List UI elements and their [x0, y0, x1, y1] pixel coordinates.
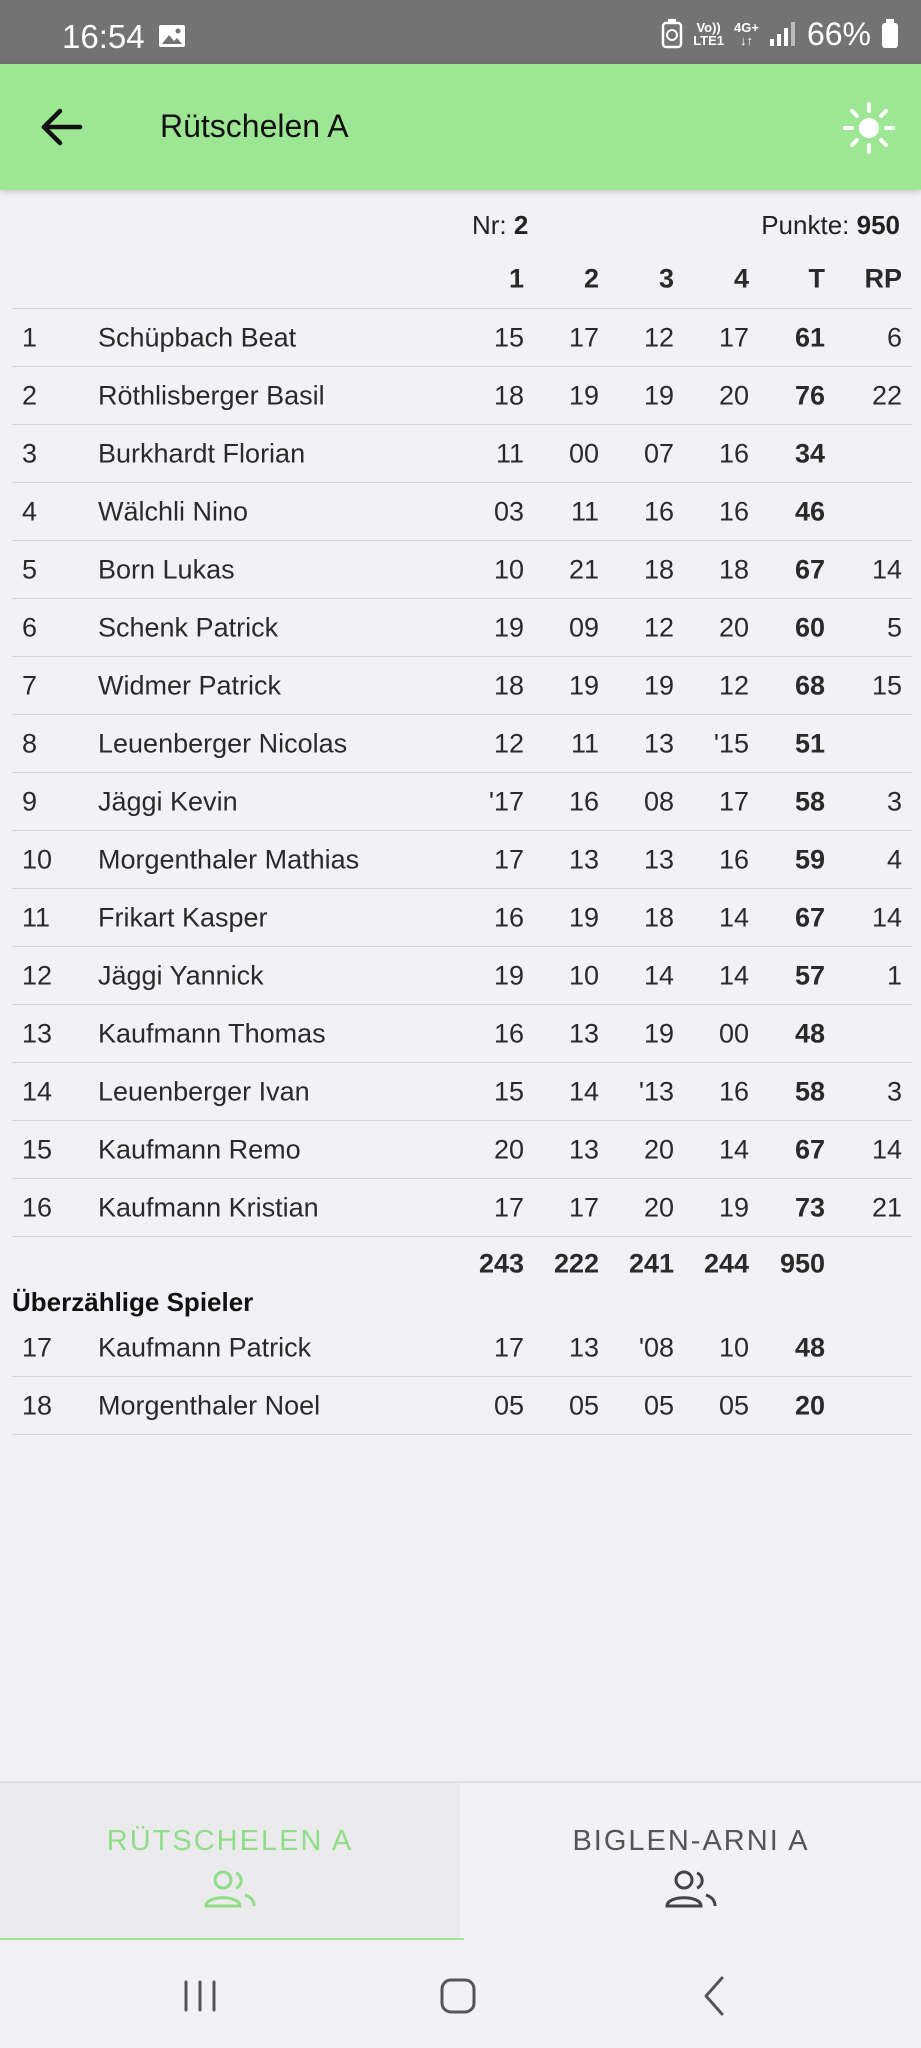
- round-3-score: 18: [643, 902, 674, 932]
- system-nav-bar: [0, 1940, 921, 2048]
- round-1-score: '17: [488, 786, 524, 816]
- total-score: 76: [794, 380, 825, 410]
- player-rank: 9: [22, 786, 38, 816]
- round-4-score: 18: [718, 554, 749, 584]
- total-score: 57: [794, 960, 825, 990]
- team-points-label: Punkte:: [761, 210, 857, 240]
- round-1-score: 17: [493, 1332, 524, 1362]
- round-3-score: 19: [643, 670, 674, 700]
- player-name: Kaufmann Patrick: [98, 1332, 312, 1362]
- round-3-score: 19: [643, 1018, 674, 1048]
- table-row: [12, 715, 912, 773]
- round-1-score: 18: [493, 670, 524, 700]
- round-2-score: 13: [568, 1332, 599, 1362]
- player-name: Morgenthaler Noel: [98, 1390, 321, 1420]
- recents-icon[interactable]: [178, 1974, 222, 2018]
- table-row: [12, 1063, 912, 1121]
- home-icon[interactable]: [436, 1974, 480, 2018]
- player-rank: 14: [22, 1076, 53, 1106]
- player-name: Widmer Patrick: [98, 670, 282, 700]
- round-1-score: 15: [493, 1076, 524, 1106]
- table-row: [12, 657, 912, 715]
- table-row: [12, 483, 912, 541]
- round-4-score: 14: [718, 960, 749, 990]
- round-1-score: 10: [493, 554, 524, 584]
- round-2-score: 00: [568, 438, 599, 468]
- player-name: Morgenthaler Mathias: [98, 844, 360, 874]
- total-score: 67: [794, 1134, 825, 1164]
- table-row: [12, 425, 912, 483]
- round-3-score: 07: [643, 438, 674, 468]
- total-score: 48: [794, 1018, 825, 1048]
- round-3-score: 16: [643, 496, 674, 526]
- round-1-score: 20: [493, 1134, 524, 1164]
- round-2-score: 16: [568, 786, 599, 816]
- table-header: [12, 250, 912, 309]
- player-name: Schüpbach Beat: [98, 322, 297, 352]
- app-bar: [0, 64, 921, 190]
- table-row: [12, 541, 912, 599]
- column-header: RP: [864, 263, 902, 294]
- table-row: [12, 309, 912, 367]
- rp-score: 14: [871, 1134, 902, 1164]
- player-name: Jäggi Kevin: [98, 786, 238, 816]
- total-cell: 950: [779, 1248, 825, 1279]
- round-4-score: 16: [718, 1076, 749, 1106]
- round-4-score: 14: [718, 902, 749, 932]
- team-number-label: Nr:: [472, 210, 514, 240]
- round-1-score: 16: [493, 1018, 524, 1048]
- back-icon[interactable]: [694, 1974, 738, 2018]
- volte-label: Vo)): [696, 20, 721, 35]
- team-points-value: 950: [856, 210, 900, 240]
- round-4-score: 20: [718, 612, 749, 642]
- total-score: 59: [794, 844, 825, 874]
- tab-label: RÜTSCHELEN A: [106, 1825, 354, 1857]
- player-name: Leuenberger Nicolas: [98, 728, 348, 758]
- table-row: [12, 1179, 912, 1237]
- round-4-score: 14: [718, 1134, 749, 1164]
- rp-score: 3: [886, 786, 902, 816]
- round-3-score: 08: [643, 786, 674, 816]
- column-header: 3: [658, 263, 674, 294]
- total-cell: 241: [628, 1248, 674, 1279]
- round-4-score: 05: [718, 1390, 749, 1420]
- round-1-score: 15: [493, 322, 524, 352]
- round-2-score: 05: [568, 1390, 599, 1420]
- player-rank: 3: [22, 438, 38, 468]
- player-name: Schenk Patrick: [98, 612, 279, 642]
- table-row: [12, 599, 912, 657]
- player-rank: 2: [22, 380, 38, 410]
- extra-players-title: Überzählige Spieler: [12, 1287, 254, 1317]
- round-3-score: 13: [643, 728, 674, 758]
- round-3-score: 18: [643, 554, 674, 584]
- people-icon: [664, 1869, 718, 1909]
- round-1-score: 03: [493, 496, 524, 526]
- player-rank: 13: [22, 1018, 53, 1048]
- total-score: 68: [794, 670, 825, 700]
- table-row: [12, 367, 912, 425]
- table-row: [12, 947, 912, 1005]
- round-4-score: '15: [713, 728, 749, 758]
- player-rank: 6: [22, 612, 38, 642]
- round-2-score: 09: [568, 612, 599, 642]
- column-header: 2: [583, 263, 599, 294]
- tab-biglen-arni-a[interactable]: [461, 1783, 921, 1942]
- round-3-score: 12: [643, 612, 674, 642]
- round-4-score: 16: [718, 844, 749, 874]
- player-name: Burkhardt Florian: [98, 438, 306, 468]
- round-4-score: 00: [718, 1018, 749, 1048]
- player-name: Röthlisberger Basil: [98, 380, 325, 410]
- table-row: [12, 1377, 912, 1435]
- rp-score: 6: [886, 322, 902, 352]
- player-name: Kaufmann Remo: [98, 1134, 301, 1164]
- table-row: [12, 1319, 912, 1377]
- total-score: 20: [794, 1390, 825, 1420]
- tab-label: BIGLEN-ARNI A: [572, 1825, 810, 1857]
- player-name: Kaufmann Thomas: [98, 1018, 326, 1048]
- round-2-score: 11: [570, 496, 599, 526]
- team-number: [472, 210, 528, 241]
- player-rank: 1: [22, 322, 38, 352]
- total-score: 34: [794, 438, 825, 468]
- round-2-score: 19: [568, 380, 599, 410]
- round-3-score: 20: [643, 1192, 674, 1222]
- table-row: [12, 889, 912, 947]
- status-bar: [0, 0, 921, 64]
- player-name: Leuenberger Ivan: [98, 1076, 310, 1106]
- round-2-score: 10: [568, 960, 599, 990]
- totals-row: [12, 1237, 912, 1291]
- round-1-score: 19: [493, 960, 524, 990]
- table-row: [12, 1121, 912, 1179]
- rp-score: 1: [886, 960, 902, 990]
- rp-score: 5: [886, 612, 902, 642]
- column-header: 1: [508, 263, 524, 294]
- round-4-score: 17: [718, 786, 749, 816]
- player-rank: 18: [22, 1390, 53, 1420]
- battery-percent: 66%: [806, 15, 871, 52]
- round-3-score: '13: [638, 1076, 674, 1106]
- round-1-score: 17: [493, 1192, 524, 1222]
- arrow-left-icon[interactable]: [36, 102, 86, 152]
- round-1-score: 19: [493, 612, 524, 642]
- lte-label: LTE1: [693, 33, 725, 48]
- player-rank: 7: [22, 670, 38, 700]
- total-cell: 243: [478, 1248, 524, 1279]
- rp-score: 22: [871, 380, 902, 410]
- round-2-score: 13: [568, 844, 599, 874]
- rp-score: 14: [871, 902, 902, 932]
- image-icon: [158, 24, 186, 48]
- player-rank: 4: [22, 496, 38, 526]
- round-4-score: 17: [718, 322, 749, 352]
- round-2-score: 14: [568, 1076, 599, 1106]
- table-row: [12, 773, 912, 831]
- round-1-score: 18: [493, 380, 524, 410]
- total-score: 58: [794, 1076, 825, 1106]
- total-score: 73: [794, 1192, 825, 1222]
- rp-score: 21: [871, 1192, 902, 1222]
- column-header: T: [808, 263, 825, 294]
- team-number-value: 2: [513, 210, 529, 240]
- round-1-score: 17: [493, 844, 524, 874]
- round-1-score: 11: [495, 438, 524, 468]
- tab-ruetschelen-a[interactable]: [0, 1783, 460, 1942]
- round-3-score: 14: [643, 960, 674, 990]
- rp-score: 14: [871, 554, 902, 584]
- battery-icon: [881, 19, 899, 49]
- rp-score: 15: [871, 670, 902, 700]
- network-type: [734, 21, 759, 47]
- total-score: 60: [794, 612, 825, 642]
- total-score: 58: [794, 786, 825, 816]
- round-1-score: 16: [493, 902, 524, 932]
- total-score: 48: [794, 1332, 825, 1362]
- player-rank: 10: [22, 844, 53, 874]
- player-rank: 12: [22, 960, 53, 990]
- extra-players-table: [12, 1319, 912, 1435]
- column-header: 4: [733, 263, 749, 294]
- round-3-score: 13: [643, 844, 674, 874]
- round-2-score: 17: [568, 1192, 599, 1222]
- round-4-score: 16: [718, 496, 749, 526]
- player-rank: 11: [22, 902, 51, 932]
- round-2-score: 13: [568, 1018, 599, 1048]
- round-2-score: 19: [568, 670, 599, 700]
- round-3-score: 19: [643, 380, 674, 410]
- round-3-score: 05: [643, 1390, 674, 1420]
- player-rank: 5: [22, 554, 38, 584]
- round-3-score: '08: [638, 1332, 674, 1362]
- round-2-score: 13: [568, 1134, 599, 1164]
- team-tabs: [0, 1781, 921, 1942]
- people-icon: [203, 1869, 257, 1909]
- status-time: 16:54: [62, 18, 145, 55]
- round-3-score: 20: [643, 1134, 674, 1164]
- battery-saver-icon: [661, 19, 683, 49]
- player-rank: 15: [22, 1134, 53, 1164]
- round-4-score: 12: [718, 670, 749, 700]
- total-score: 67: [794, 902, 825, 932]
- round-4-score: 10: [718, 1332, 749, 1362]
- player-name: Wälchli Nino: [98, 496, 249, 526]
- player-name: Born Lukas: [98, 554, 235, 584]
- total-cell: 222: [553, 1248, 599, 1279]
- round-4-score: 20: [718, 380, 749, 410]
- total-score: 67: [794, 554, 825, 584]
- round-2-score: 21: [568, 554, 599, 584]
- round-1-score: 12: [493, 728, 524, 758]
- total-score: 46: [794, 496, 825, 526]
- score-table: [12, 250, 912, 1291]
- player-name: Kaufmann Kristian: [98, 1192, 319, 1222]
- round-2-score: 11: [570, 728, 599, 758]
- status-right: [661, 14, 899, 54]
- player-name: Jäggi Yannick: [98, 960, 264, 990]
- player-rank: 16: [22, 1192, 53, 1222]
- table-row: [12, 1005, 912, 1063]
- total-score: 51: [794, 728, 825, 758]
- sun-icon[interactable]: [843, 102, 895, 154]
- round-2-score: 17: [568, 322, 599, 352]
- player-rank: 8: [22, 728, 38, 758]
- total-cell: 244: [703, 1248, 749, 1279]
- table-row: [12, 831, 912, 889]
- page-title: Rütschelen A: [160, 108, 349, 144]
- round-3-score: 12: [643, 322, 674, 352]
- round-2-score: 19: [568, 902, 599, 932]
- round-4-score: 16: [718, 438, 749, 468]
- round-4-score: 19: [718, 1192, 749, 1222]
- network-type-label: 4G+: [734, 20, 759, 35]
- volte-indicator: [693, 21, 724, 47]
- player-rank: 17: [22, 1332, 53, 1362]
- team-points: [761, 210, 900, 241]
- rp-score: 4: [886, 844, 902, 874]
- signal-icon: [769, 21, 797, 47]
- player-name: Frikart Kasper: [98, 902, 268, 932]
- round-1-score: 05: [493, 1390, 524, 1420]
- data-arrows-icon: ↓↑: [739, 33, 753, 48]
- rp-score: 3: [886, 1076, 902, 1106]
- total-score: 61: [794, 322, 825, 352]
